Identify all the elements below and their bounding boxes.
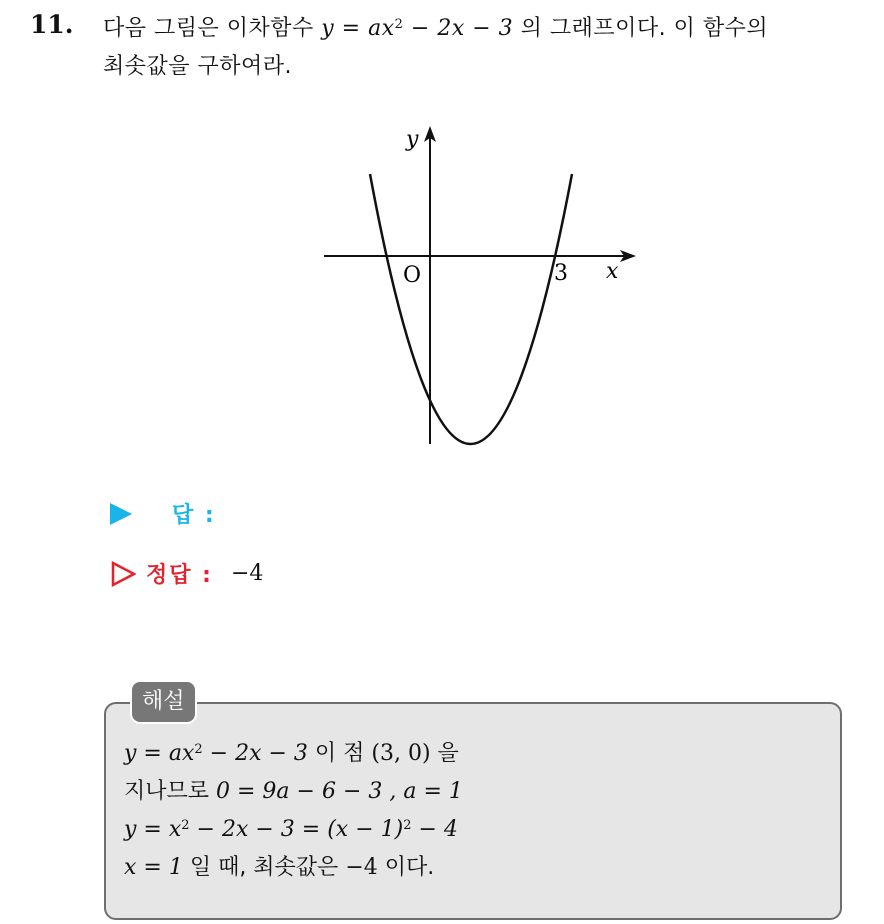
solution-line-2 xyxy=(124,773,824,811)
solution-line3-exp1: 2 xyxy=(181,818,190,833)
solution-line1-ko: 이 점 xyxy=(307,741,372,766)
question-text-part1: 다음 그림은 이차함수 xyxy=(103,16,322,41)
solution-line4-end: 이다. xyxy=(377,855,435,880)
outline-triangle-icon xyxy=(110,561,136,587)
solution-line2-math: 0 = 9a − 6 − 3 , a = 1 xyxy=(216,779,463,804)
solution-line4-val: −4 xyxy=(345,855,378,880)
solution-line1-point: (3, 0) xyxy=(371,741,431,766)
solution-line1-end: 을 xyxy=(430,741,459,766)
x-axis-label: x xyxy=(606,259,619,284)
solution-line3-b: − 2x − 3 = (x − 1) xyxy=(189,817,404,842)
solution-lines xyxy=(124,735,824,887)
solution-line3-c: − 4 xyxy=(411,817,458,842)
parabola-graph xyxy=(320,120,640,450)
solution-line-4 xyxy=(124,849,824,887)
question-number: 11. xyxy=(30,10,74,39)
solution-line4-math: x = 1 xyxy=(124,855,183,880)
solution-line2-ko: 지나므로 xyxy=(124,779,217,804)
parabola-curve xyxy=(370,174,572,444)
origin-label: O xyxy=(403,263,422,288)
question-text-part2: 의 그래프이다. 이 함수의 xyxy=(513,16,769,41)
answer-row xyxy=(110,498,216,529)
solution-line-1 xyxy=(124,735,824,773)
solution-line1-rest: − 2x − 3 xyxy=(202,741,308,766)
play-triangle-icon xyxy=(110,503,132,525)
solution-tag: 해설 xyxy=(130,680,197,724)
question-equation: y = ax xyxy=(321,16,395,41)
solution-line-3 xyxy=(124,811,824,849)
y-axis-label: y xyxy=(406,127,419,152)
question-equation-rest: − 2x − 3 xyxy=(403,16,514,41)
correct-answer-value: −4 xyxy=(230,561,264,586)
correct-answer-label: 정답 : xyxy=(146,563,213,588)
solution-line1-exp: 2 xyxy=(194,742,203,757)
solution-line3-exp2: 2 xyxy=(403,818,412,833)
question-equation-exp: 2 xyxy=(394,17,404,32)
solution-line4-ko: 일 때, 최솟값은 xyxy=(182,855,346,880)
question-text xyxy=(103,10,873,86)
root-label: 3 xyxy=(554,261,568,286)
solution-line1-math: y = ax xyxy=(124,741,195,766)
question-text-line2: 최솟값을 구하여라. xyxy=(103,54,293,79)
solution-line3-a: y = x xyxy=(124,817,182,842)
answer-label: 답 : xyxy=(172,503,216,528)
correct-answer-row xyxy=(110,558,263,589)
